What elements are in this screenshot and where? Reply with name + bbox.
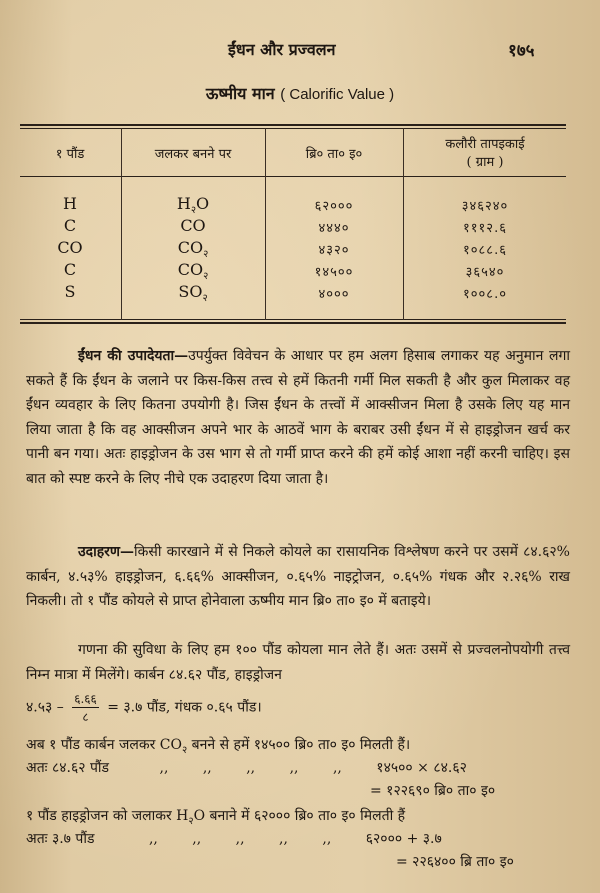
running-title: ईंधन और प्रज्वलन (228, 40, 336, 59)
table-cell-product: $CO_२$ (177, 260, 209, 283)
page-number: १७५ (508, 41, 535, 61)
table-cell-calories: ३६५४० (465, 265, 505, 280)
hydrogen-heat-line: १ पौंड हाइड्रोजन को जलाकर $H_२O$ बनाने में ६२००० ब्रि० ता० इ० मिलती हैं (26, 808, 406, 827)
carbon-result: = १२२६९० ब्रि० ता० इ० (370, 783, 496, 799)
paragraph-text: गणना की सुविधा के लिए हम १०० पौंड कोयला मान लेते हैं। अतः उसमें से प्रज्वलनोपयोगी तत्त्व निम्न मात्रा में मिलेंगे। कार्बन ८४.६२ पौंड, हाइड्रोजन (26, 642, 570, 683)
header-fuel: १ पौंड (55, 147, 85, 162)
paragraph-calculation (26, 638, 570, 687)
table-cell-btu: ४३२० (318, 243, 350, 258)
table-cell-product: $SO_२$ (178, 282, 208, 305)
table-bottom-rule (20, 322, 566, 324)
header-calories-unit: ( ग्राम ) (466, 155, 504, 170)
table-cell-btu: ४४४० (318, 221, 350, 236)
table-cell-fuel: S (64, 282, 76, 301)
table-top-rule-inner (20, 128, 566, 129)
table-cell-fuel: C (63, 216, 77, 235)
table-cell-product: $H_२O$ (176, 194, 210, 217)
table-cell-calories: ३४६२४० (461, 199, 509, 214)
section-title-hindi: ऊष्मीय मान (205, 84, 275, 103)
table-top-rule (20, 124, 566, 126)
hydrogen-result: = २२६४०० ब्रि ता० इ० (396, 854, 514, 870)
section-title-english: ( Calorific Value ) (280, 86, 395, 103)
table-cell-calories: १००८.० (463, 287, 507, 302)
paragraph-example (26, 540, 570, 614)
table-cell-btu: ६२००० (314, 199, 354, 214)
table-cell-calories: १११२.६ (463, 221, 507, 236)
table-cell-fuel: C (63, 260, 77, 279)
table-bottom-rule-inner (20, 319, 566, 320)
hydrogen-ergo-line: अतः ३.७ पौंड ,, ,, ,, ,, ,, ६२००० + ३.७ (26, 831, 442, 847)
paragraph-text: उपर्युक्त विवेचन के आधार पर हम अलग हिसाब लगाकर यह अनुमान लगा सकते हैं कि ईंधन के जलाने पर किस-किस तत्त्व से हमें कितनी गर्मी मिल सकती है और कुल मिलाकर वह ईंधन व्यवहार के लिए कितना उपयोगी है। जिस ईंधन के तत्त्वों में आक्सीजन मिला है उसके लिए यह मान लिया जाता है कि वह आक्सीजन अपने भार के आठवें भाग के बराबर उसी ईंधन में से हाइड्रोजन खर्च कर पानी बन गया। अतः हाइड्रोजन के उस भाग से तो गर्मी प्राप्त करने की हमें कोई आशा नहीं करनी चाहिए। इस बात को स्पष्ट करने के लिए नीचे एक उदाहरण दिया जाता है। (26, 348, 570, 487)
table-header-rule (20, 176, 566, 177)
carbon-ergo-line: अतः ८४.६२ पौंड ,, ,, ,, ,, ,, १४५०० × ८४.६२ (26, 760, 467, 776)
page-header (0, 38, 600, 64)
paragraph-fuel-utility (26, 344, 570, 491)
table-cell-product: CO (180, 216, 206, 235)
header-calories: कलौरी तापइकाई (445, 137, 525, 152)
table-cell-calories: १०८८.६ (463, 243, 507, 258)
calorific-value-table (20, 124, 566, 324)
header-btu: ब्रि० ता० इ० (305, 147, 363, 162)
header-product: जलकर बनने पर (154, 147, 232, 162)
table-cell-btu: १४५०० (314, 265, 354, 280)
table-cell-btu: ४००० (318, 287, 350, 302)
paragraph-heading: ईंधन की उपादेयता— (78, 348, 189, 364)
table-cell-fuel: CO (57, 238, 83, 257)
section-title (0, 82, 600, 104)
table-cell-product: $CO_२$ (177, 238, 209, 261)
hydrogen-available-line: ४.५३ – ६.६६ ८ = ३.७ पौंड, गंधक ०.६५ पौंड। (26, 692, 262, 724)
paragraph-text: किसी कारखाने में से निकले कोयले का रासायनिक विश्लेषण करने पर उसमें ८४.६२% कार्बन, ४.५३% हाइड्रोजन, ६.६६% आक्सीजन, ०.६५% नाइट्रोजन, ०.६५% गंधक और २.२६% राख निकली। तो १ पौंड कोयले से प्राप्त होनेवाला ऊष्मीय मान ब्रि० ता० इ० में बताइये। (26, 544, 570, 609)
fraction: ६.६६ ८ (74, 692, 97, 724)
paragraph-heading: उदाहरण— (78, 544, 135, 560)
carbon-heat-line: अब १ पौंड कार्बन जलकर $CO_२$ बनने से हमें १४५०० ब्रि० ता० इ० मिलती हैं। (26, 737, 411, 756)
table-cell-fuel: H (63, 194, 77, 213)
